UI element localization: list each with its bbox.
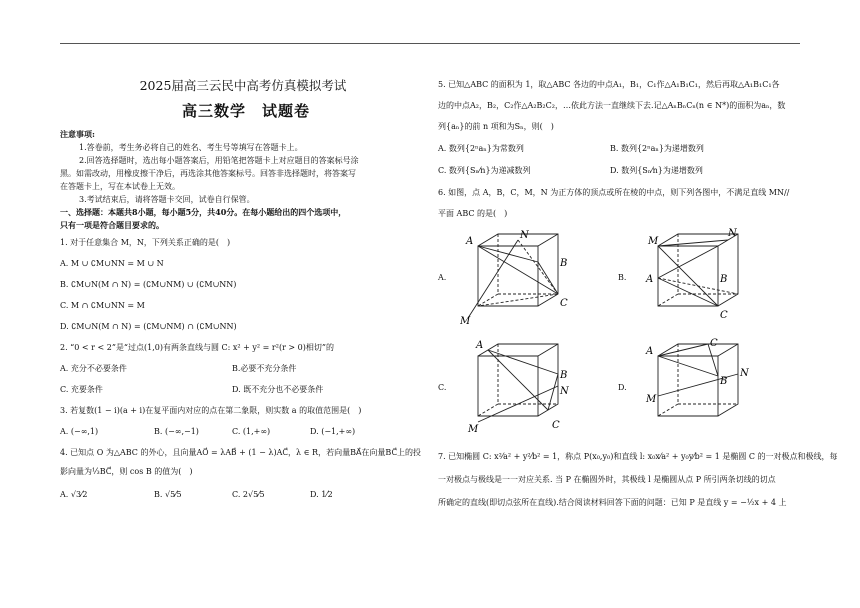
notice-line: 2.回答选择题时，选出每小题答案后，用铅笔把答题卡上对应题目的答案标号涂 — [79, 156, 359, 165]
point-label-n: N — [560, 386, 569, 397]
question-1-option-c: C. M ∩ ∁M∪NN = M — [60, 301, 145, 310]
question-5-option-a: A. 数列{2ⁿaₙ}为常数列 — [438, 144, 524, 153]
point-label-c: C — [720, 310, 728, 321]
point-label-b: B — [720, 274, 728, 285]
figure-label: C. — [438, 383, 447, 392]
left-column — [60, 78, 432, 501]
question-4-stem: 影向量为⅓BC⃗，则 cos B 的值为( ) — [60, 467, 193, 476]
cube-diagram-c — [460, 336, 580, 436]
question-7-stem: 7. 已知椭圆 C: x²⁄a² + y²⁄b² = 1，称点 P(x₀,y₀)和直线 l: x₀x⁄a² + y₀y⁄b² = 1 是椭圆 C 的一对极点和极线，每 — [438, 452, 838, 461]
cube-figure-d — [618, 336, 798, 446]
notice-line: 3.考试结束后，请将答题卡交回，试卷自行保管。 — [79, 195, 255, 204]
question-4-option-a: A. √3⁄2 — [60, 490, 88, 499]
cube-diagram-d — [640, 336, 760, 436]
point-label-m: M — [648, 236, 659, 247]
question-2-stem: 2. “0 < r < 2”是“过点(1,0)有两条直线与圆 C: x² + y² = r²(r > 0)相切”的 — [60, 343, 334, 352]
cube-figure-a — [438, 226, 618, 336]
point-label-m: M — [460, 316, 471, 326]
question-5-option-c: C. 数列{Sₙ⁄n}为递减数列 — [438, 166, 531, 175]
question-4-option-d: D. 1⁄2 — [310, 490, 333, 499]
cube-diagram-a — [460, 226, 580, 326]
point-label-c: C — [552, 420, 560, 431]
question-1-option-a: A. M ∪ ∁M∪NN = M ∪ N — [60, 259, 164, 268]
point-label-a: A — [466, 236, 474, 247]
question-4-option-b: B. √5⁄5 — [154, 490, 182, 499]
notice-line: 1.答卷前，考生务必将自己的姓名、考生号等填写在答题卡上。 — [79, 143, 303, 152]
question-2-option-d: D. 既不充分也不必要条件 — [232, 385, 324, 394]
section-heading: 一、选择题：本题共8小题，每小题5分，共40分。在每小题给出的四个选项中， — [60, 207, 347, 217]
figure-label: D. — [618, 383, 627, 392]
point-label-b: B — [560, 258, 568, 269]
exam-title: 2025届高三云民中高考仿真模拟考试 — [139, 78, 347, 93]
point-label-b: B — [560, 370, 568, 381]
question-3-option-c: C. (1,+∞) — [232, 427, 271, 436]
header-rule — [60, 43, 800, 44]
point-label-m: M — [468, 424, 479, 435]
question-4-option-c: C. 2√5⁄5 — [232, 490, 265, 499]
subject-title: 高三数学 试题卷 — [181, 102, 310, 120]
figure-label: B. — [618, 273, 627, 282]
question-2-option-a: A. 充分不必要条件 — [60, 364, 127, 373]
question-3-stem: 3. 若复数(1 − i)(a + i)在复平面内对应的点在第二象限，则实数 a 的取值范围是( ) — [60, 406, 362, 415]
question-5-stem: 列{aₙ}的前 n 项和为Sₙ，则( ) — [438, 122, 554, 131]
question-3-option-b: B. (−∞,−1) — [154, 427, 199, 436]
question-7-stem: 所确定的直线(即切点弦所在直线).结合阅读材料回答下面的问题：已知 P 是直线 y = −½x + 4 上 — [438, 498, 787, 507]
point-label-c: C — [710, 338, 718, 349]
question-2-option-b: B.必要不充分条件 — [232, 364, 297, 373]
point-label-b: B — [720, 376, 728, 387]
question-1-option-d: D. ∁M∪N(M ∩ N) = (∁M∪NM) ∩ (∁M∪NN) — [60, 322, 237, 331]
section-heading: 只有一项是符合题目要求的。 — [60, 220, 164, 230]
cube-figure-b — [618, 226, 798, 336]
question-6-stem: 6. 如图，点 A，B，C，M，N 为正方体的顶点或所在棱的中点，则下列各图中，不满足直线 MN// — [438, 188, 790, 197]
notice-heading: 注意事项: — [60, 129, 95, 139]
question-5-option-d: D. 数列{Sₙ⁄n}为递增数列 — [610, 166, 703, 175]
question-6-stem: 平面 ABC 的是( ) — [438, 209, 508, 218]
question-1-option-b: B. ∁M∪N(M ∩ N) = (∁M∪NM) ∪ (∁M∪NN) — [60, 280, 237, 289]
notice-line: 在答题卡上，写在本试卷上无效。 — [60, 182, 180, 191]
question-3-option-d: D. (−1,+∞) — [310, 427, 356, 436]
question-5-option-b: B. 数列{2ⁿaₙ}为递增数列 — [610, 144, 704, 153]
cube-figure-c — [438, 336, 618, 446]
point-label-c: C — [560, 298, 568, 309]
cube-diagram-b — [640, 226, 760, 326]
question-5-stem: 5. 已知△ABC 的面积为 1，取△ABC 各边的中点A₁，B₁，C₁作△A₁B₁C₁，然后再取△A₁B₁C₁各 — [438, 80, 780, 89]
point-label-a: A — [476, 340, 484, 351]
figure-label: A. — [438, 273, 447, 282]
question-5-stem: 边的中点A₂，B₂，C₂作△A₂B₂C₂，…依此方法一直继续下去.记△AₙBₙCₙ(n ∈ N*)的面积为aₙ，数 — [438, 101, 786, 110]
question-7-stem: 一对极点与极线是一一对应关系. 当 P 在椭圆外时，其极线 l 是椭圆从点 P 所引两条切线的切点 — [438, 475, 776, 484]
point-label-n: N — [520, 230, 529, 241]
right-column — [438, 78, 838, 509]
question-3-option-a: A. (−∞,1) — [60, 427, 99, 436]
question-1-stem: 1. 对于任意集合 M，N，下列关系正确的是( ) — [60, 238, 231, 247]
question-4-stem: 4. 已知点 O 为△ABC 的外心，且向量AO⃗ = λAB⃗ + (1 − λ)AC⃗，λ ∈ R，若向量BA⃗在向量BC⃗上的投 — [60, 448, 422, 457]
point-label-m: M — [646, 394, 657, 405]
point-label-n: N — [728, 228, 737, 239]
point-label-a: A — [646, 274, 654, 285]
question-2-option-c: C. 充要条件 — [60, 385, 103, 394]
point-label-a: A — [646, 346, 654, 357]
point-label-n: N — [740, 368, 749, 379]
notice-line: 黑。如需改动，用橡皮擦干净后，再选涂其他答案标号。回答非选择题时，将答案写 — [60, 169, 356, 178]
